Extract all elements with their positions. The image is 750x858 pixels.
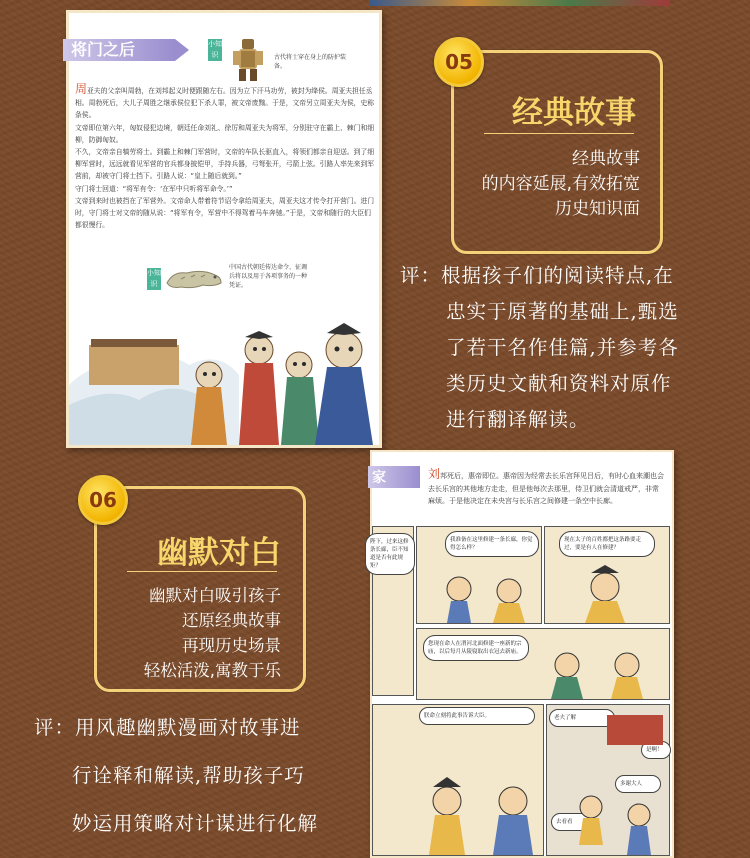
speech-bubble: 您现在命人在渭河北面修建一座新的宗庙，以后每月从陵寝取出衣冠去新庙。 bbox=[423, 635, 529, 661]
cartoon-soldiers-scene bbox=[69, 295, 379, 445]
tiger-tally-illustration bbox=[163, 265, 225, 291]
feature-number-badge: 05 bbox=[434, 37, 484, 87]
speech-bubble: 老夫了解 bbox=[549, 709, 615, 727]
drop-initial: 周 bbox=[75, 82, 88, 96]
feature-number-badge: 06 bbox=[78, 475, 128, 525]
feature-description: 经典故事 的内容延展,有效拓宽 历史知识面 bbox=[481, 149, 640, 219]
page1-body-text: 周亚夫的父亲叫周勃，在刘邦起义时便跟随左右。因为立下汗马功劳，被封为绛侯。周亚夫担任丞相。周勃死后，大儿子周胜之继承侯位犯下杀人罪，被文帝废黜。于是，文帝另立周亚夫为侯，史称条侯。 文帝即位第六年，匈奴侵犯边境，朝廷任命刘礼、徐厉和周亚夫为将军，分别驻守在霸上、棘门和细柳，防御匈奴。 不久，文帝亲自犒劳将士。到霸上和棘门军营时，文帝的车队长驱直入，将领们都亲自迎送。到了细柳军营时，远远就看见军营的官兵都身披铠甲，手持兵器，弓弩张开，弓箭上弦。引路人率先来到军营前，却被守门将士挡下。引路人说：“皇上随后就到。” 守门将士回道：“将军有令：‘在军中只听将军命令。’” 文帝到来时也被挡在了军营外。文帝命人带着符节诏令拿给周亚夫，周亚夫这才传令打开营门。进门时，守门将士对文帝的随从说：“将军有令，军营中不得驾着马车奔驰。”于是，文帝和随行的大臣们都很慢行。 bbox=[75, 82, 375, 230]
comic-figure bbox=[545, 527, 669, 623]
comment-humorous-dialogue: 评：用风趣幽默漫画对故事进 行诠释和解读,帮助孩子巧 妙运用策略对计谋进行化解 bbox=[34, 716, 319, 835]
chapter-title-ribbon: 家 bbox=[368, 466, 420, 488]
armor-caption: 古代将士穿在身上的防护装备。 bbox=[274, 54, 347, 70]
comic-figure bbox=[417, 527, 541, 623]
comic-panel bbox=[416, 526, 542, 624]
comic-figure bbox=[547, 705, 669, 855]
book-page-general-descendant bbox=[66, 10, 382, 448]
page2-body-text: 刘邦死后，惠帝即位。惠帝因为经常去长乐宫拜见吕后，有时心血来潮也会去长乐宫的其他地方走走，但是他每次去那里，侍卫们就会清道戒严，非常麻烦。于是他决定在未央宫与长乐宫之间修建一条空中长廊。 bbox=[428, 467, 665, 505]
comic-panel bbox=[546, 704, 670, 856]
comic-panel bbox=[416, 628, 670, 700]
comic-panel bbox=[372, 526, 414, 696]
comment-classic-stories: 评：根据孩子们的阅读特点,在 忠实于原著的基础上,甄选 了若干名作佳篇,并参考各 类历史文献和资料对原作 进行翻译解读。 bbox=[400, 264, 679, 431]
tiger-tally-caption: 中国古代朝廷传达命令、征调兵将以及用于各项事务的一种凭证。 bbox=[229, 264, 308, 289]
top-book-strip bbox=[370, 0, 670, 6]
comic-figure bbox=[373, 705, 543, 855]
speech-bubble: 去看看 bbox=[551, 813, 591, 831]
feature-description: 幽默对白吸引孩子 还原经典故事 再现历史场景 轻松活泼,寓教于乐 bbox=[143, 586, 281, 680]
drop-initial: 刘 bbox=[428, 467, 441, 481]
speech-bubble: 现在太子的百姓都把这条路要走过，要是有人在修建？ bbox=[559, 531, 655, 557]
feature-title: 经典故事 bbox=[512, 95, 636, 131]
comic-panel bbox=[372, 704, 544, 856]
feature-divider bbox=[484, 133, 634, 134]
feature-title: 幽默对白 bbox=[157, 535, 281, 571]
chapter-title: 将门之后 bbox=[63, 39, 175, 61]
feature-box-humorous-dialogue bbox=[94, 486, 306, 692]
armor-illustration bbox=[229, 35, 267, 83]
feature-box-classic-stories bbox=[451, 50, 663, 254]
book-page-comic bbox=[370, 450, 674, 858]
comic-panel bbox=[544, 526, 670, 624]
comic-figure bbox=[417, 629, 669, 699]
speech-bubble: 是啊！ bbox=[641, 741, 671, 759]
speech-bubble: 陛下，过来这修条长廊，臣不知道是否有此规矩？ bbox=[365, 533, 415, 575]
knowledge-tag: 小知识 bbox=[208, 40, 222, 59]
speech-bubble: 朕命立刻将此事告诉大臣。 bbox=[419, 707, 535, 725]
knowledge-tag-2: 小知识 bbox=[147, 269, 161, 288]
speech-bubble: 多谢大人 bbox=[615, 775, 661, 793]
feature-divider bbox=[127, 571, 277, 572]
speech-bubble: 我准备在这里修建一条长廊，你觉得怎么样？ bbox=[445, 531, 539, 557]
